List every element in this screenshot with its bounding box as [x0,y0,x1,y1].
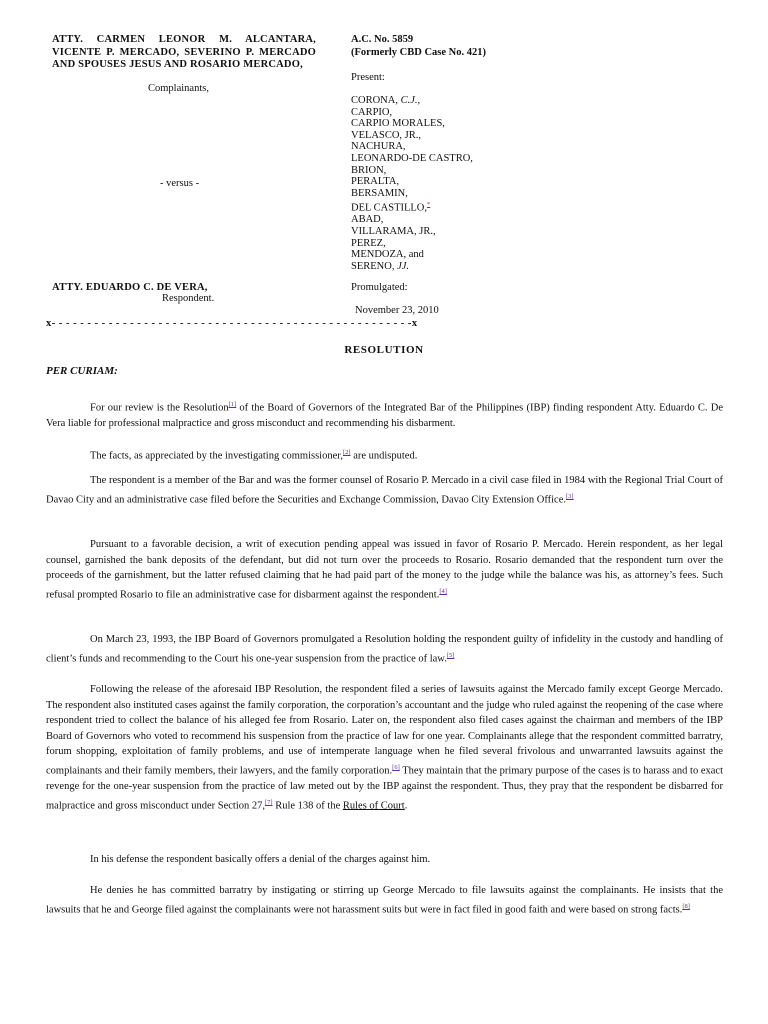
justice-title: JJ. [397,260,410,272]
footnote-link-3[interactable]: [3] [566,492,574,500]
paragraph-8 [46,883,723,918]
justice-item [351,176,551,188]
complainants-label: Complainants, [148,83,209,94]
paragraph-text: Following the release of the aforesaid IBP Resolution, the respondent filed a series of lawsuits against the Mercado family except George Mercado. The respondent also instituted cases against the family corporation, the corporation’s accountant and the judge who ruled against the reopening of the case where respondent tried to collect the balance of his alleged fee from Rosario. Later on, the respondent also filed cases against the chairman and members of the IBP Board of Governors who voted to recommend his suspension from the practice of law for one year. Complainants allege that the respondent committed barratry, forum shopping, exploitation of family problems, and use of intemperate language when he filed several frivolous and unwarranted lawsuits against the complainants and their family members, their lawyers, and the family corporation. [46,684,723,777]
footnote-link-7[interactable]: [7] [264,798,273,806]
justice-item [351,261,551,273]
formerly-line: (Formerly CBD Case No. 421) [351,46,487,58]
respondent-label: Respondent. [162,293,215,304]
paragraph-text: For our review is the Resolution [90,402,229,414]
justice-item [351,188,551,200]
paragraph-text: In his defense the respondent basically offers a denial of the charges against him. [90,854,431,865]
justice-name: DEL CASTILLO, [351,202,428,214]
justice-item [351,249,551,261]
justice-item [351,95,551,107]
resolution-title: RESOLUTION [344,344,424,356]
paragraph-2 [46,445,723,464]
case-number [351,34,551,59]
rules-of-court-link[interactable]: Rules of Court [342,800,405,812]
paragraph-7 [46,852,723,868]
footnote-link-4[interactable]: [4] [439,587,447,595]
justice-name: SERENO, [351,260,398,272]
paragraph-text: The facts, as appreciated by the investigating commissioner, [90,450,343,462]
justice-item [351,153,551,165]
justice-item [351,118,551,130]
footnote-link-2[interactable]: [2] [342,449,351,456]
caption-separator: x- - - - - - - - - - - - - - - - - - - - - - - - - - - - - - - - - - - - - - - - - - - - - - - - - - -x [46,318,418,329]
justice-item [351,165,551,177]
case-no-line: A.C. No. 5859 [351,34,414,45]
justice-name: VILLARAMA, JR., [351,226,436,238]
justice-item [351,226,551,238]
justice-name: CARPIO, [351,106,393,118]
justice-name: NACHURA, [351,141,406,153]
paragraph-6 [46,682,723,814]
complainants-names: ATTY. CARMEN LEONOR M. ALCANTARA, VICENTE P. MERCADO, SEVERINO P. MERCADO AND SPOUSES JESUS AND ROSARIO MERCADO, [52,34,316,70]
justice-item [351,238,551,250]
footnote-link-6[interactable]: [6] [392,763,400,771]
justice-item [351,199,551,214]
present-label: Present: [351,72,385,83]
paragraph-text: Pursuant to a favorable decision, a writ of execution pending appeal was issued in favor of Rosario P. Mercado. Herein respondent, as her legal counsel, garnished the bank deposits of the defendant, but did not turn over the proceeds to Rosario. Rosario demanded that the respondent turn over the proceeds of the garnishment, but the latter refused claiming that he had paid part of the money to the judge while the balance was his, as attorney’s fees. Such refusal prompted Rosario to file an administrative case for disbarment against the respondent. [46,539,723,601]
justice-title: C.J., [400,95,421,106]
justice-name: CORONA, [351,95,401,106]
justice-name: PERALTA, [351,176,400,188]
paragraph-text: . [404,800,408,812]
respondent-name: ATTY. EDUARDO C. DE VERA, [52,282,208,293]
justice-item [351,107,551,119]
paragraph-text: They maintain that the primary purpose of the cases is to harass and to exact revenge for the one-year suspension from the practice of law meted out by the IBP against the respondent. Thus, they pray that the respondent be disbarred for malpractice and gross misconduct under Section 27, [46,765,723,812]
justices-list [351,95,551,272]
justice-name: LEONARDO-DE CASTRO, [351,152,473,164]
justice-name: BERSAMIN, [351,187,408,199]
justice-name: MENDOZA, and [351,249,424,261]
paragraph-5 [46,632,723,667]
justice-item [351,214,551,226]
paragraph-text: He denies he has committed barratry by instigating or stirring up George Mercado to file lawsuits against the complainants. He insists that the lawsuits that he and George filed against the complainants were not harassment suits but were in fact filed in good faith and were based on strong facts. [46,885,723,916]
paragraph-1 [46,397,723,432]
justice-name: CARPIO MORALES, [351,118,445,130]
promulgated-date: November 23, 2010 [355,305,439,316]
justice-name: BRION, [351,164,387,176]
paragraph-text: are undisputed. [350,450,418,462]
paragraph-3 [46,473,723,508]
footnote-link-8[interactable]: [8] [682,902,690,910]
paragraph-text: of the Board of Governors of the Integrated Bar of the Philippines (IBP) finding respondent Atty. Eduardo C. De Vera liable for professional malpractice and gross misconduct and recommending his disbarment. [46,402,724,430]
paragraph-4 [46,537,723,603]
justice-item [351,141,551,153]
per-curiam-heading: PER CURIAM: [46,365,118,377]
paragraph-text: On March 23, 1993, the IBP Board of Governors promulgated a Resolution holding the respondent guilty of infidelity in the custody and handling of client’s funds and recommending to the Court his one-year suspension from the practice of law. [46,634,723,665]
justice-footnote-link[interactable]: * [427,201,431,209]
justice-item [351,130,551,142]
footnote-link-5[interactable]: [5] [446,651,455,659]
justice-name: VELASCO, JR., [351,129,422,141]
footnote-link-1[interactable]: [1] [228,401,237,408]
versus-label: - versus - [160,178,200,189]
promulgated-label: Promulgated: [351,282,408,293]
paragraph-text: Rule 138 of the [272,800,343,812]
justice-name: PEREZ, [351,237,386,249]
paragraph-text: The respondent is a member of the Bar and was the former counsel of Rosario P. Mercado in a civil case filed in 1984 with the Regional Trial Court of Davao City and an administrative case filed before the Securities and Exchange Commission, Davao City Extension Office. [46,475,723,506]
justice-name: ABAD, [351,214,384,226]
